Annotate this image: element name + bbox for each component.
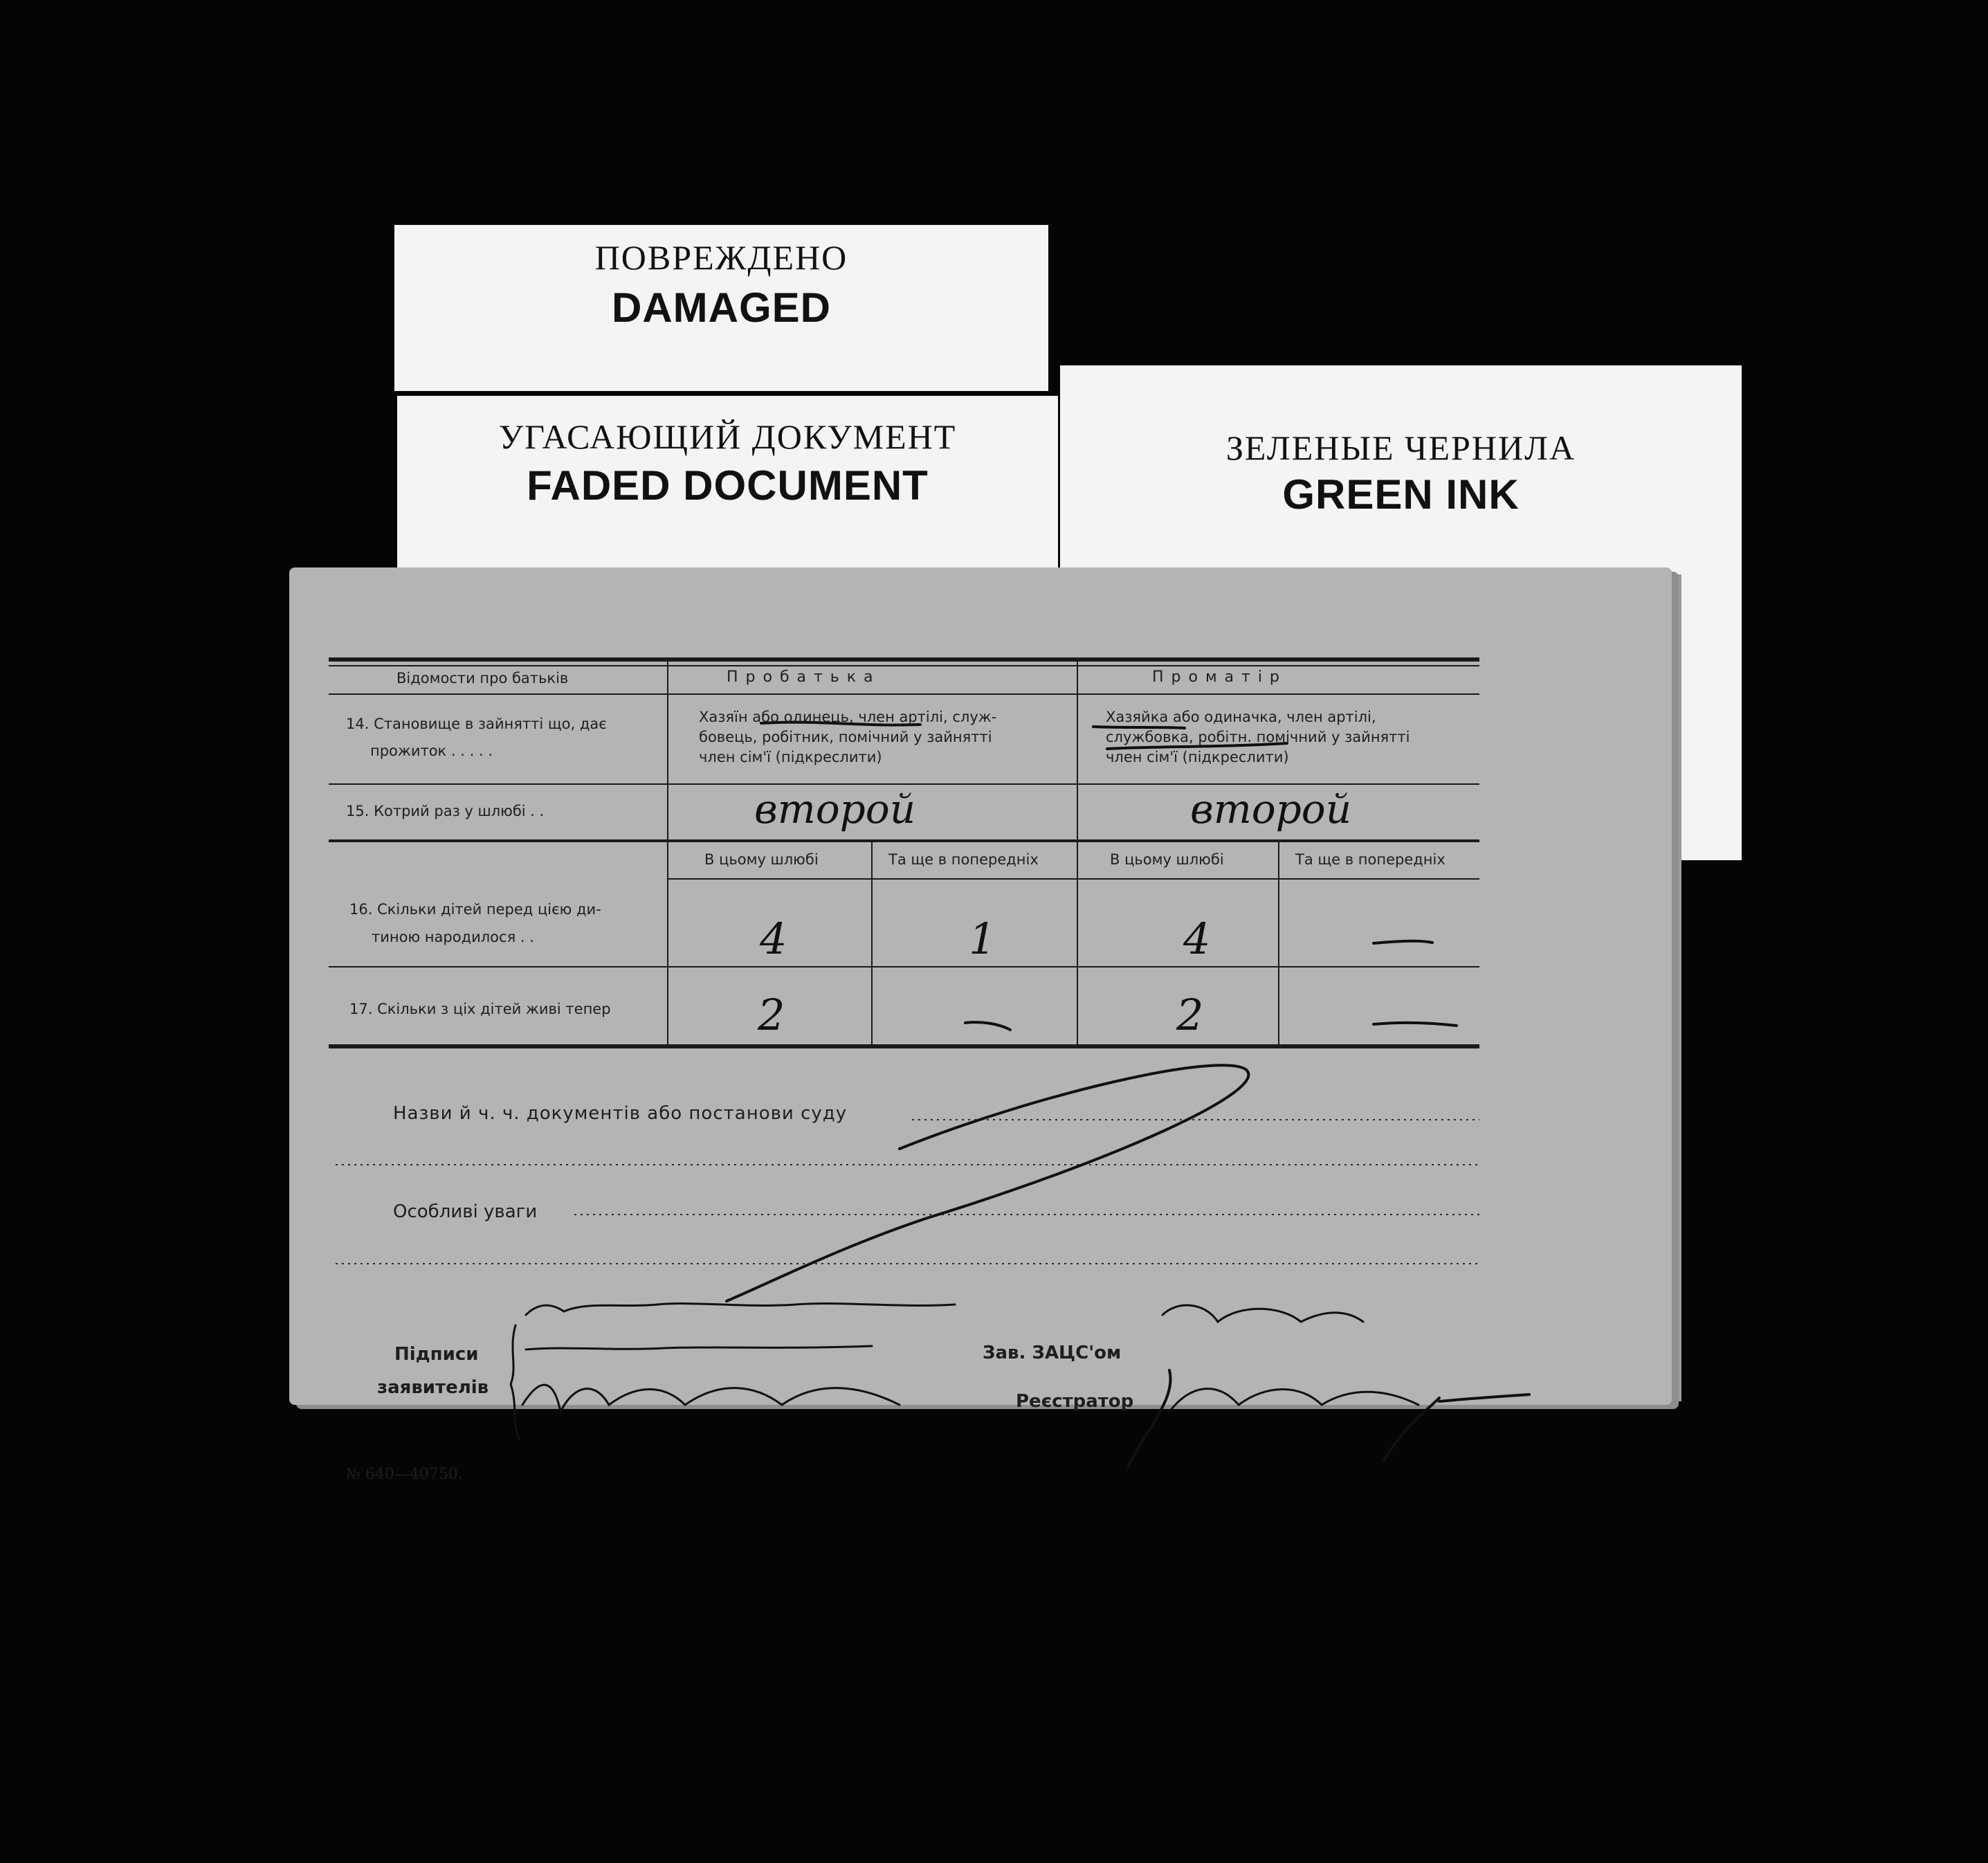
row14-label-line2: прожиток . . . . .: [370, 743, 493, 759]
head-label: Зав. ЗАЦС'ом: [983, 1343, 1122, 1363]
damaged-tag-en: DAMAGED: [612, 284, 831, 331]
documents-label: Назви й ч. ч. документів або постанови суду: [393, 1103, 848, 1124]
green-ink-tag-en: GREEN INK: [1282, 471, 1520, 518]
row14-father-line3: член сім'ї (підкреслити): [699, 749, 882, 765]
row16-father-previous: 1: [969, 914, 996, 964]
form-number: № 640—40750.: [346, 1466, 463, 1483]
damaged-tag-ru: ПОВРЕЖДЕНО: [594, 238, 848, 277]
signatures-label-1: Підписи: [394, 1344, 479, 1365]
row14-mother-line2: службовка, робітн. помічний у зайнятті: [1106, 729, 1410, 745]
row15-label: 15. Котрий раз у шлюбі . .: [346, 803, 545, 819]
registrar-label: Реєстратор: [1016, 1391, 1134, 1412]
signatures-label-2: заявителів: [377, 1377, 489, 1398]
row17-father-this: 2: [758, 990, 785, 1040]
row17-mother-this: 2: [1176, 990, 1204, 1040]
subheader-father-previous: Та ще в попередніх: [888, 851, 1039, 868]
subheader-mother-previous: Та ще в попередніх: [1295, 851, 1446, 868]
row15-mother-value: второй: [1190, 785, 1352, 833]
row16-mother-this: 4: [1183, 914, 1211, 964]
notes-label: Особливі уваги: [393, 1201, 538, 1222]
row16-label-line2: тиною народилося . .: [372, 929, 534, 945]
row15-father-value: второй: [754, 785, 916, 833]
row16-father-this: 4: [760, 914, 787, 964]
row14-label-line1: 14. Становище в зайнятті що, дає: [346, 716, 607, 732]
subheader-mother-this: В цьому шлюбі: [1110, 851, 1224, 868]
subheader-father-this: В цьому шлюбі: [704, 851, 819, 868]
row14-father-line2: бовець, робітник, помічний у зайнятті: [699, 729, 992, 745]
header-mother: П р о м а т і р: [1152, 669, 1281, 686]
row17-label: 17. Скільки з ціх дітей живі тепер: [349, 1001, 611, 1017]
row16-label-line1: 16. Скільки дітей перед цією ди-: [349, 901, 601, 918]
row14-father-line1: Хазяїн або одинець, член артілі, служ-: [699, 709, 997, 725]
row14-mother-line3: член сім'ї (підкреслити): [1106, 749, 1289, 765]
row14-mother-line1: Хазяйка або одиначка, член артілі,: [1106, 709, 1376, 725]
header-father: П р о б а т ь к а: [727, 669, 875, 686]
faded-tag-en: FADED DOCUMENT: [527, 462, 929, 509]
green-ink-tag-ru: ЗЕЛЕНЫЕ ЧЕРНИЛА: [1225, 428, 1576, 467]
header-col1: Відомости про батьків: [396, 670, 569, 687]
faded-tag-ru: УГАСАЮЩИЙ ДОКУМЕНТ: [498, 417, 957, 456]
